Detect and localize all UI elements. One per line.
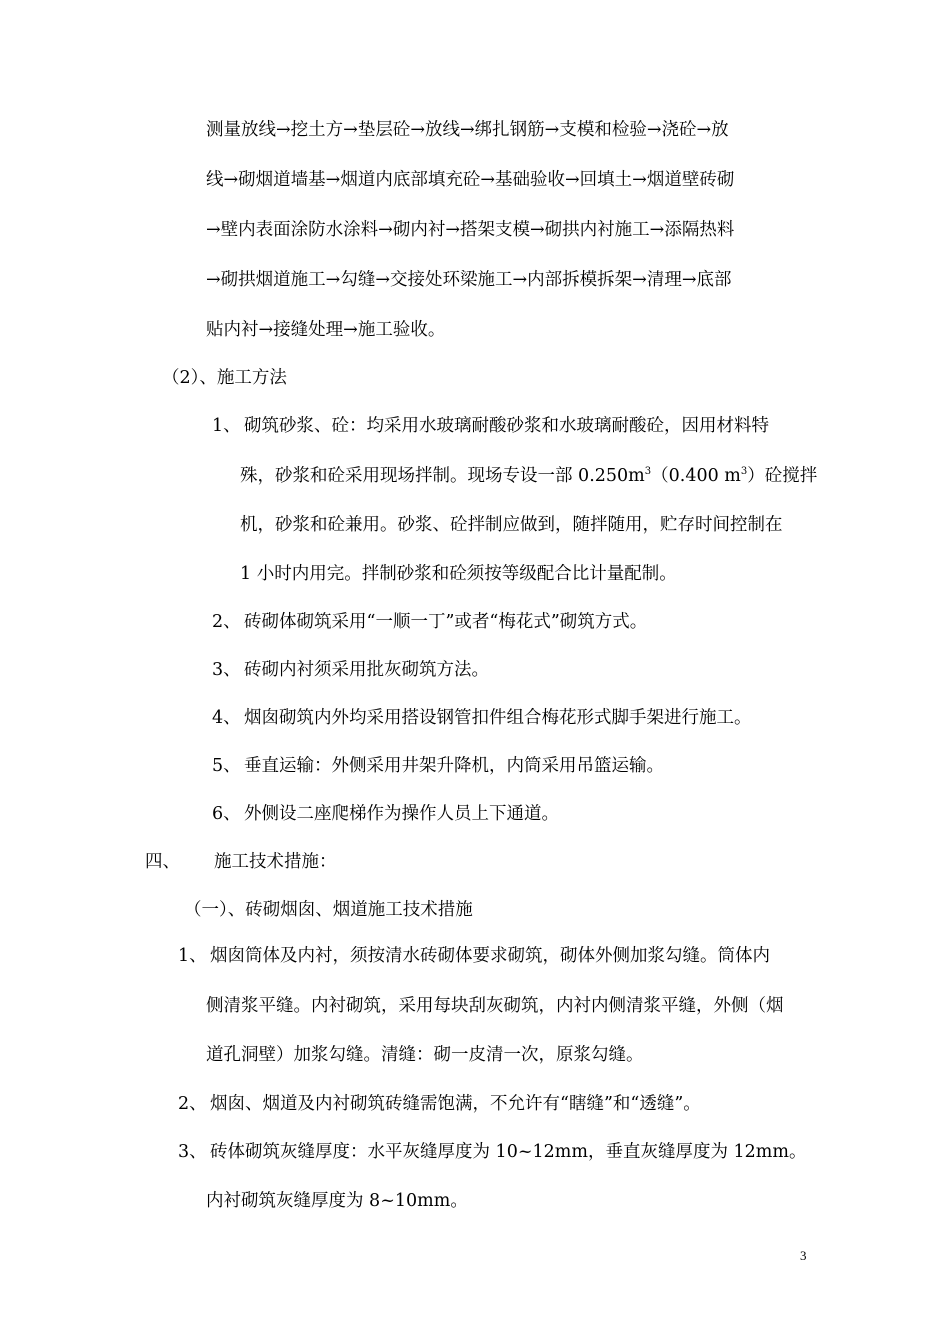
method-heading: （2）、施工方法 <box>162 368 287 388</box>
method-item-6-text: 外侧设二座爬梯作为操作人员上下通道。 <box>244 804 559 824</box>
section-4-number: 四、 <box>145 852 180 872</box>
section-4-item-3-line-2: 内衬砌筑灰缝厚度为 8~10mm。 <box>206 1191 468 1211</box>
method-item-2-number: 2、 <box>212 612 241 632</box>
section-4-item-1-line-2: 侧清浆平缝。内衬砌筑，采用每块刮灰砌筑，内衬内侧清浆平缝，外侧（烟 <box>206 996 784 1016</box>
section-4-item-1-number: 1、 <box>178 946 207 966</box>
section-4-item-1-line-3: 道孔洞壁）加浆勾缝。清缝：砌一皮清一次，原浆勾缝。 <box>206 1045 644 1065</box>
section-4-item-2-line-1: 烟囱、烟道及内衬砌筑砖缝需饱满，不允许有“瞎缝”和“透缝”。 <box>210 1094 701 1114</box>
page-number: 3 <box>800 1248 807 1263</box>
method-item-3-text: 砖砌内衬须采用批灰砌筑方法。 <box>244 660 489 680</box>
section-4-title: 施工技术措施： <box>214 852 337 872</box>
section-4-sub-heading: （一）、砖砌烟囱、烟道施工技术措施 <box>184 900 473 920</box>
section-4-item-1-line-1: 烟囱筒体及内衬，须按清水砖砌体要求砌筑，砌体外侧加浆勾缝。筒体内 <box>210 946 770 966</box>
method-item-1-line-4: 1 小时内用完。拌制砂浆和砼须按等级配合比计量配制。 <box>240 564 677 584</box>
method-item-5-text: 垂直运输：外侧采用井架升降机，内筒采用吊篮运输。 <box>244 756 664 776</box>
method-item-6-number: 6、 <box>212 804 241 824</box>
method-item-1-line-2: 殊，砂浆和砼采用现场拌制。现场专设一部 $0.250m^3(0.400$ $m^3$）砼搅拌 <box>240 466 818 486</box>
section-4-item-2-number: 2、 <box>178 1094 207 1114</box>
method-item-3-number: 3、 <box>212 660 241 680</box>
section-4-item-3-number: 3、 <box>178 1142 207 1162</box>
method-item-4-text: 烟囱砌筑内外均采用搭设钢管扣件组合梅花形式脚手架进行施工。 <box>244 708 752 728</box>
flow-line-5: 贴内衬→接缝处理→施工验收。 <box>206 320 446 340</box>
method-item-5-number: 5、 <box>212 756 241 776</box>
flow-line-4: →砌拱烟道施工→勾缝→交接处环梁施工→内部拆模拆架→清理→底部 <box>206 270 732 290</box>
method-item-1-line-3: 机，砂浆和砼兼用。砂浆、砼拌制应做到，随拌随用，贮存时间控制在 <box>240 515 783 535</box>
flow-line-1: 测量放线→挖土方→垫层砼→放线→绑扎钢筋→支模和检验→浇砼→放 <box>206 120 729 140</box>
flow-line-3: →壁内表面涂防水涂料→砌内衬→搭架支模→砌拱内衬施工→添隔热料 <box>206 220 735 240</box>
flow-line-2: 线→砌烟道墙基→烟道内底部填充砼→基础验收→回填土→烟道壁砖砌 <box>206 170 735 190</box>
method-item-1-line-1: 砌筑砂浆、砼：均采用水玻璃耐酸砂浆和水玻璃耐酸砼，因用材料特 <box>244 416 769 436</box>
method-item-1-number: 1、 <box>212 416 241 436</box>
method-item-2-text: 砖砌体砌筑采用“一顺一丁”或者“梅花式”砌筑方式。 <box>244 612 648 632</box>
section-4-item-3-line-1: 砖体砌筑灰缝厚度：水平灰缝厚度为 10~12mm，垂直灰缝厚度为 12mm。 <box>210 1142 807 1162</box>
method-item-4-number: 4、 <box>212 708 241 728</box>
